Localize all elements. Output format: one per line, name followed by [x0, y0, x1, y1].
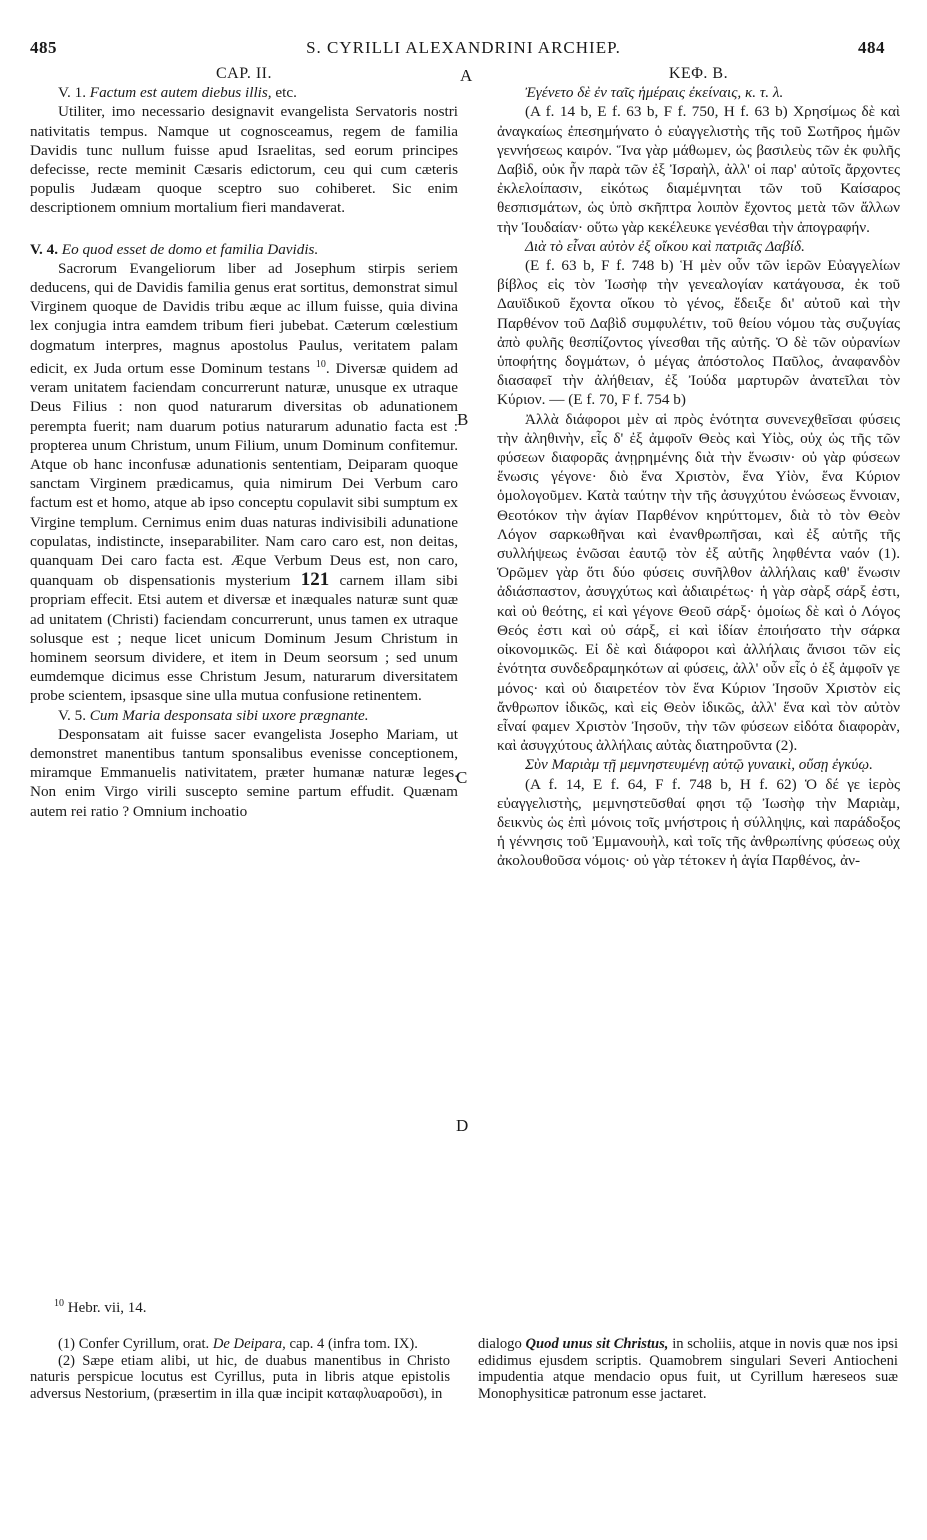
latin-verse-1-text: Utiliter, imo necessario designavit evangelista Servatoris nostri nativitatis tempus. Namque ut cognosceamus, regem de familia Davidis tunc nullum fuisse apud Israelitas, sed eorum principes defecisse, recte meminit Cæsaris edictorum, ceu qui cum cæteris populis Judæam quoque sceptro suo cohiberet. Sic enim descriptionem omnium mortalium fieri mandaverat. — [30, 103, 458, 217]
greek-chapter-heading: ΚΕΦ. Β. — [668, 65, 729, 82]
note-2-continued — [478, 1336, 898, 1402]
note-1 — [30, 1336, 450, 1353]
note-title: De Deipara, — [212, 1336, 286, 1352]
latin-column — [30, 64, 458, 821]
latin-verse-1-lemma — [30, 83, 458, 102]
lemma-text: Cum Maria desponsata sibi uxore prægnante. — [89, 706, 369, 724]
text-segment: carnem illam sibi propriam effecit. Etsi autem et diversæ et inæquales naturæ sunt quæ ad unitatem (Christi) faciendam concurrerunt, unus tamen ex utraque solusque est ; neque licet unicum Dominum Jesum Christum in hominem seorsum dividere, et item in Deum seorsum ; sed unum eumdemque dicimus esse Christum Jesum, naturarum diversitatem probe scientem, ipsasque sine ulla mutua confusione retinentem. — [30, 572, 458, 705]
editorial-notes-right — [478, 1336, 898, 1402]
scripture-footnote — [54, 1298, 147, 1317]
manuscript-refs: (A f. 14 b, E f. 63 b, F f. 750, H f. 63 b) — [525, 103, 788, 121]
note-text: dialogo — [478, 1336, 522, 1352]
greek-verse-5-lemma: Σὺν Μαριὰμ τῇ μεμνηστευμένῃ αὐτῷ γυναικὶ, οὔσῃ ἐγκύῳ. — [525, 756, 873, 774]
footnote-marker: 10 — [315, 358, 326, 370]
note-text: in scholiis, atque in novis quæ nos ipsi edidimus ejusdem scriptis. Quamobrem singulari Severi Antiocheni impudentia atque mendacio opus fuit, ut Cyrillum hæreseos suæ Monophysiticæ patronum esse jactaret. — [478, 1336, 899, 1402]
text-segment: Sacrorum Evangeliorum liber ad Josephum stirpis seriem deducens, qui de Davidis familia genus erat sortitus, demonstrat simul Virginem quoque de Davidis tribu æque ac illum fuisse, quia divina lex conjugia intra eamdem tribum fieri jubebat. Cæterum cœlestium dogmatum interpres, magnus apostolus Paulus, veritatem palam edicit, ex Juda ortum esse Dominum testans — [30, 259, 458, 377]
editorial-notes-left — [30, 1336, 450, 1402]
note-text: Sæpe etiam alibi, ut hic, de duabus manentibus in Christo naturis perspicue locutus est Cyrillus, puta in libris atque epistolis adversus Nestorium, (præsertim in illa quæ incipit καταφλυαροῦσι), in — [30, 1352, 450, 1402]
verse-ref: V. 4. — [30, 240, 58, 258]
page-number-right: 484 — [858, 38, 885, 57]
greek-verse-4-text — [497, 256, 900, 410]
lemma-text: Factum est autem diebus illis, — [89, 84, 272, 102]
margin-letter-b: B — [457, 410, 469, 429]
latin-verse-5-text: Desponsatam ait fuisse sacer evangelista Josepho Mariam, ut demonstret manentibus tantum sponsalibus evenisse conceptionem, miramque Emmanuelis nativitatem, præter humanæ naturæ leges. Non enim Virgo virili suscepto semine partum effudit. Quænam autem rei ratio ? Omnium inchoatio — [30, 725, 458, 820]
greek-verse-4-text-continued: Ἀλλὰ διάφοροι μὲν αἱ πρὸς ἑνότητα συνενεχθεῖσαι φύσεις τὴν ἀληθινὴν, εἷς δ' ἐξ ἀμφοῖν Θεὸς καὶ Υἱὸς, οὐχ ὡς τῆς τῶν φύσεων διαφορᾶς ἀνῃρημένης διὰ τὴν ἕνωσιν· οὐ γὰρ φύσεων ἕνωσις γέγονε· διὸ ἕνα Χριστὸν, ἕνα Υἱὸν, ἕνα Κύριον ὁμολογοῦμεν. Κατὰ ταύτην τὴν τῆς ἀσυγχύτου ἑνώσεως ἔννοιαν, Θεοτόκον τὴν ἁγίαν Παρθένον κηρύττομεν, διὰ τὸ τὸν Θεὸν Λόγον σαρκωθῆναι καὶ ἐνανθρωπῆσαι, καὶ ἐξ αὐτῆς τῆς συλλήψεως ἑνῶσαι ἑαυτῷ τὸν ἐξ αὐτῆς ληφθέντα ναόν (1). Ὁρῶμεν γὰρ ὅτι δύο φύσεις συνῆλθον ἀλλήλαις καθ' ἕνωσιν ἀδιάσπαστον, ἀσυγχύτως καὶ ἀδιαιρέτως· ἡ γὰρ σὰρξ σάρξ ἐστι, καὶ οὐ θεότης, εἰ καὶ γέγονε Θεοῦ σάρξ· ὁμοίως δὲ καὶ ὁ Λόγος Θεός ἐστι καὶ οὐ σάρξ, εἰ καὶ ἰδίαν ἐποιήσατο τὴν σάρκα οἰκονομικῶς. Εἰ δὲ καὶ διάφοροι καὶ ἀλλήλαις ἄνισοι τῶν εἰς ἑνότητα συνδεδραμηκότων αἱ φύσεις, ἀλλ' οὖν εἷς ὁ ἐξ ἀμφοῖν γε μόνος· καὶ οὐ διαιρετέον τὸν ἕνα Κύριον Ἰησοῦν Χριστὸν εἰς ἄνθρωπον ἰδικῶς, καὶ εἰς Θεὸν ἰδικῶς, ἀλλ' ἕνα καὶ τὸν αὐτὸν εἶναί φαμεν Χριστὸν Ἰησοῦν, τὴν τῶν φύσεων εἰδότα διαφορὰν, καὶ ἀσυγχύτους ἀλλήλαις αὐτὰς διατηροῦντα (2). — [497, 410, 900, 755]
lemma-tail: etc. — [275, 84, 297, 102]
lemma-text: Eo quod esset de domo et familia Davidis. — [61, 240, 319, 258]
note-text: cap. 4 (infra tom. IX). — [289, 1336, 418, 1352]
verse-ref: V. 1. — [58, 84, 86, 102]
note-marker: (1) — [58, 1336, 76, 1352]
page-number-left: 485 — [30, 38, 57, 57]
greek-verse-1-lemma: Ἐγένετο δὲ ἐν ταῖς ἡμέραις ἐκείναις, κ. τ. λ. — [525, 84, 784, 102]
manuscript-refs: (E f. 63 b, F f. 748 b) — [525, 257, 674, 275]
note-title: Quod unus sit Christus, — [525, 1336, 669, 1352]
greek-verse-4-lemma: Διὰ τὸ εἶναι αὐτὸν ἐξ οἴκου καὶ πατριᾶς Δαβίδ. — [525, 237, 805, 255]
footnote-text: Hebr. vii, 14. — [67, 1300, 147, 1316]
greek-column — [497, 64, 900, 871]
latin-verse-5-lemma — [30, 706, 458, 725]
running-title: S. CYRILLI ALEXANDRINI ARCHIEP. — [306, 38, 621, 57]
text-segment: Ὁ δέ γε ἱερὸς εὐαγγελιστὴς, μεμνηστεῦσθαί φησι τῷ Ἰωσὴφ τὴν Μαριὰμ, δεικνὺς ὡς ἐπὶ μόνοις τοῖς μνήστροις ἡ σύλληψις, καὶ παράδοξος ἡ γέννησις τοῦ Ἐμμανουὴλ, καὶ τοῖς τῆς ἀνθρωπίνης φύσεως οὐχ ἀκολουθοῦσα νόμοις· οὐ γὰρ τέτοκεν ἡ ἁγία Παρθένος, ἀν- — [497, 775, 901, 870]
note-2 — [30, 1353, 450, 1403]
footnote-marker: 10 — [54, 1298, 64, 1309]
latin-chapter-heading: CAP. II. — [215, 65, 272, 82]
greek-verse-1-text — [497, 102, 900, 236]
latin-verse-4-text — [30, 259, 458, 706]
text-segment: Χρησίμως δὲ καὶ ἀναγκαίως ἐπεσημήνατο ὁ εὐαγγελιστὴς τῆς τοῦ Σωτῆρος ἡμῶν γεννήσεως καιρόν. Ἵνα γὰρ μάθωμεν, ὡς βασιλεὺς τῶν ἐκ φυλῆς Δαβὶδ, οὐκ ἦν παρὰ τῶν ἐξ Ἰσραὴλ, ἀλλ' οἱ παρ' αὐτοῖς ἄρχοντες ἐκλελοίπασιν, εἰκότως διαμέμνηται τῶν τοῦ Καίσαρος θεσπισμάτων, ὡς ὑπὸ σκῆπτρα λοιπὸν ἔχοντος μετὰ τῶν ἄλλων τὴν Ἰουδαίαν· οὕτω γὰρ κεκέλευκε γενέσθαι τὴν ἀπογραφήν. — [497, 103, 901, 236]
margin-letter-c: C — [456, 768, 468, 787]
note-marker: (2) — [58, 1352, 76, 1369]
manuscript-refs: (A f. 14, E f. 64, F f. 748 b, H f. 62) — [525, 775, 797, 793]
migne-page-mark: 121 — [300, 569, 330, 591]
margin-letter-a: A — [460, 66, 473, 85]
verse-ref: V. 5. — [58, 706, 86, 724]
note-text: Confer Cyrillum, orat. — [78, 1336, 210, 1352]
text-segment: . Diversæ quidem ad veram unitatem faciendam concurrerunt naturæ, unusque ex utraque Deus Filius : non quod naturarum diversitas ob adunationem perempta fuerit; nam duarum potius naturarum adunatio facta est : propterea unum Christum, unum Filium, unum Dominum confitemur. Atque ob hanc inconfusæ adunationis sententiam, Deiparam quoque sanctam Virginem prædicamus, quia nimirum Dei Verbum caro factum est et homo, atque ab ipso conceptu copulavit sibi sumptum ex Virgine templum. Cernimus enim duas naturas indivisibili adunatione copulatas, indistincte, inseparabiliter. Nam caro caro est, non deitas, quanquam Dei caro facta est. Æque Verbum Deus est, non caro, quanquam ob dispensationis mysterium — [30, 359, 459, 590]
greek-verse-5-text — [497, 775, 900, 871]
margin-letter-d: D — [456, 1116, 469, 1135]
text-segment: Ἡ μὲν οὖν τῶν ἱερῶν Εὐαγγελίων βίβλος εἰς τὸν Ἰωσὴφ τὴν γενεαλογίαν κατάγουσα, ἐκ τοῦ Δαυϊδικοῦ ἔχοντα οἴκου τὸ γένος, ἔδειξε δι' αὐτοῦ καὶ τὴν Παρθένον τοῦ Δαβὶδ συμφυλέτιν, τοῦ θείου νόμου τὰς συζυγίας ἀπὸ φυλῆς θεσπίζοντος γίνεσθαι τῆς αὐτῆς. Ὁ δὲ τῶν οὐρανίων ὑποφήτης δογμάτων, ὁ μέγας ἀπόστολος Παῦλος, ἀναφανδὸν διασαφεῖ τὴν ἀλήθειαν, ἐξ Ἰούδα μαρτυρῶν ἀνατεῖλαι τὸν Κύριον. — (E f. 70, F f. 754 b) — [497, 257, 901, 409]
latin-verse-4-lemma — [30, 240, 458, 259]
